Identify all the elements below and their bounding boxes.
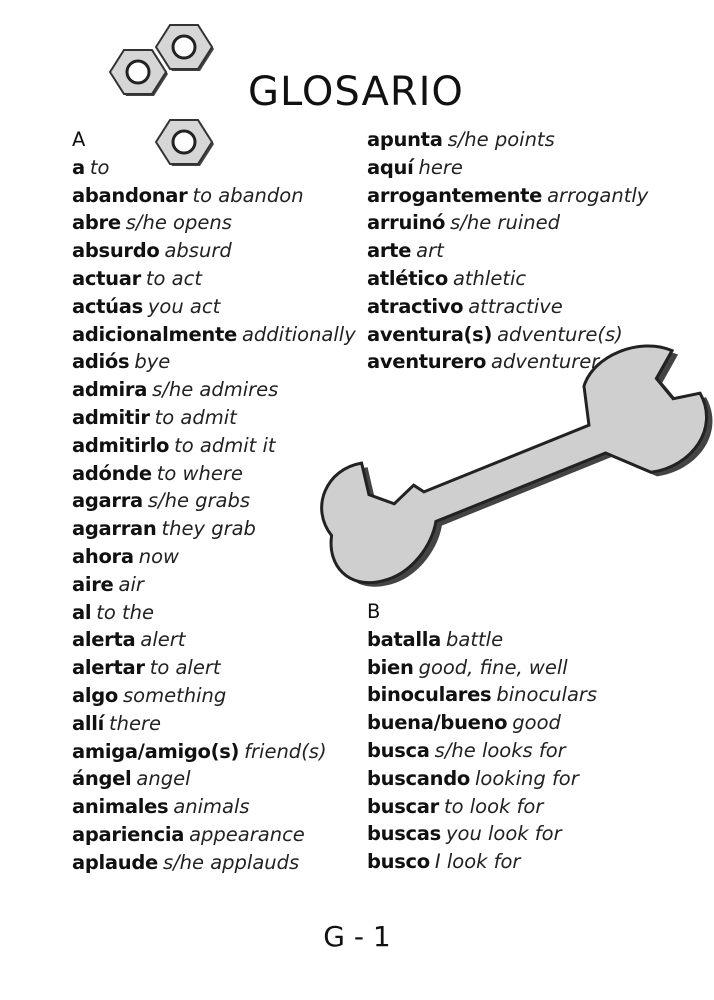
entry-definition: additionally xyxy=(241,322,356,346)
entry-definition: attractive xyxy=(468,294,563,318)
glossary-entry xyxy=(72,154,356,182)
section-header-b: B xyxy=(367,600,381,623)
nut-icon xyxy=(110,50,168,96)
entry-term: aventurero xyxy=(367,350,487,374)
glossary-entry xyxy=(72,793,356,821)
entry-definition: appearance xyxy=(189,822,305,846)
glossary-entry xyxy=(367,265,648,293)
entry-definition: alert xyxy=(140,628,186,652)
entry-term: busca xyxy=(367,738,430,762)
entry-definition: s/he admires xyxy=(152,378,279,402)
entry-definition: now xyxy=(138,544,179,568)
entry-definition: to look for xyxy=(443,794,544,818)
entry-definition: absurd xyxy=(164,239,232,263)
glossary-entry xyxy=(367,681,597,709)
entry-term: apariencia xyxy=(72,822,185,846)
glossary-entry xyxy=(72,293,356,321)
entry-definition: something xyxy=(123,683,227,707)
entry-definition: to admit xyxy=(154,405,237,429)
entry-definition: to abandon xyxy=(192,183,304,207)
entry-term: alertar xyxy=(72,656,145,680)
entry-term: ángel xyxy=(72,767,132,791)
glossary-entry xyxy=(72,821,356,849)
entry-term: alerta xyxy=(72,628,136,652)
glossary-entry xyxy=(72,599,356,627)
glossary-entry xyxy=(367,182,648,210)
glossary-entry xyxy=(72,849,356,877)
nut-icon xyxy=(156,25,214,71)
glossary-entry xyxy=(72,710,356,738)
entry-term: buena/bueno xyxy=(367,711,508,735)
entry-definition: bye xyxy=(134,350,171,374)
entry-definition: you look for xyxy=(445,822,562,846)
entry-term: admitirlo xyxy=(72,433,170,457)
entry-term: buscando xyxy=(367,766,471,790)
entry-definition: air xyxy=(118,572,144,596)
entry-term: binoculares xyxy=(367,683,492,707)
entry-term: abre xyxy=(72,211,121,235)
entry-definition: s/he applauds xyxy=(162,850,300,874)
entry-term: bien xyxy=(367,655,414,679)
entry-definition: adventure(s) xyxy=(497,322,623,346)
entry-definition: they grab xyxy=(161,517,256,541)
entry-term: allí xyxy=(72,711,105,735)
glossary-entry xyxy=(72,209,356,237)
entry-definition: s/he ruined xyxy=(450,211,560,235)
entry-definition: s/he opens xyxy=(125,211,232,235)
entry-term: atlético xyxy=(367,266,448,290)
entry-definition: you act xyxy=(147,294,221,318)
glossary-entry xyxy=(367,709,597,737)
entry-term: aire xyxy=(72,572,114,596)
glossary-entry xyxy=(72,738,356,766)
page-number: G - 1 xyxy=(323,920,391,953)
glossary-entry xyxy=(72,265,356,293)
glossary-entry xyxy=(367,293,648,321)
glossary-entry xyxy=(367,765,597,793)
entry-definition: battle xyxy=(446,627,504,651)
entry-term: aquí xyxy=(367,155,414,179)
glossary-entry xyxy=(367,848,597,876)
wrench-icon xyxy=(300,335,714,600)
entry-definition: there xyxy=(109,711,162,735)
glossary-entry xyxy=(367,237,648,265)
entry-definition: friend(s) xyxy=(244,739,327,763)
entry-term: amiga/amigo(s) xyxy=(72,739,240,763)
entry-term: abandonar xyxy=(72,183,188,207)
entry-definition: to xyxy=(89,155,110,179)
glossary-entry xyxy=(367,793,597,821)
entry-term: atractivo xyxy=(367,294,464,318)
glossary-column-right-b xyxy=(367,598,597,876)
entry-term: admitir xyxy=(72,405,150,429)
entry-term: adicionalmente xyxy=(72,322,237,346)
glossary-entry xyxy=(367,126,648,154)
entry-definition: s/he grabs xyxy=(147,489,251,513)
glossary-entry xyxy=(367,820,597,848)
entry-term: arruinó xyxy=(367,211,446,235)
glossary-entry xyxy=(367,154,648,182)
entry-definition: to where xyxy=(156,461,243,485)
entry-definition: good, fine, well xyxy=(418,655,568,679)
glossary-entry xyxy=(72,182,356,210)
entry-definition: angel xyxy=(136,767,191,791)
entry-definition: adventurer xyxy=(491,350,600,374)
entry-term: buscar xyxy=(367,794,439,818)
entry-term: adiós xyxy=(72,350,130,374)
entry-term: arrogantemente xyxy=(367,183,543,207)
entry-definition: good xyxy=(512,711,561,735)
entry-term: absurdo xyxy=(72,239,160,263)
page-title: GLOSARIO xyxy=(248,68,464,115)
entry-term: admira xyxy=(72,378,148,402)
glossary-entry xyxy=(72,765,356,793)
glossary-entry xyxy=(72,682,356,710)
entry-definition: here xyxy=(418,155,463,179)
entry-definition: looking for xyxy=(475,766,579,790)
section-header-a: A xyxy=(72,128,86,151)
entry-definition: I look for xyxy=(434,850,521,874)
entry-term: aplaude xyxy=(72,850,158,874)
glossary-entry xyxy=(367,737,597,765)
entry-term: actúas xyxy=(72,294,143,318)
entry-term: algo xyxy=(72,683,118,707)
entry-definition: s/he looks for xyxy=(434,738,566,762)
entry-term: buscas xyxy=(367,822,441,846)
entry-definition: s/he points xyxy=(447,128,555,151)
entry-term: animales xyxy=(72,795,169,819)
entry-term: apunta xyxy=(367,128,443,151)
entry-term: agarran xyxy=(72,517,157,541)
glossary-entry xyxy=(367,654,597,682)
glossary-entry xyxy=(72,626,356,654)
entry-term: arte xyxy=(367,239,412,263)
entry-term: busco xyxy=(367,850,430,874)
glossary-entry xyxy=(367,209,648,237)
entry-definition: athletic xyxy=(452,266,527,290)
entry-definition: arrogantly xyxy=(547,183,649,207)
entry-term: agarra xyxy=(72,489,143,513)
entry-definition: art xyxy=(416,239,444,263)
entry-term: a xyxy=(72,155,85,179)
entry-term: adónde xyxy=(72,461,152,485)
glossary-entry xyxy=(72,654,356,682)
entry-definition: binoculars xyxy=(496,683,598,707)
entry-definition: to admit it xyxy=(174,433,276,457)
entry-definition: to the xyxy=(96,600,155,624)
entry-term: aventura(s) xyxy=(367,322,493,346)
entry-term: actuar xyxy=(72,266,141,290)
entry-term: ahora xyxy=(72,544,134,568)
entry-definition: to act xyxy=(145,266,202,290)
glossary-entry xyxy=(367,626,597,654)
glossary-entry xyxy=(72,237,356,265)
entry-term: batalla xyxy=(367,627,442,651)
entry-definition: to alert xyxy=(149,656,221,680)
entry-term: al xyxy=(72,600,92,624)
entry-definition: animals xyxy=(173,795,250,819)
